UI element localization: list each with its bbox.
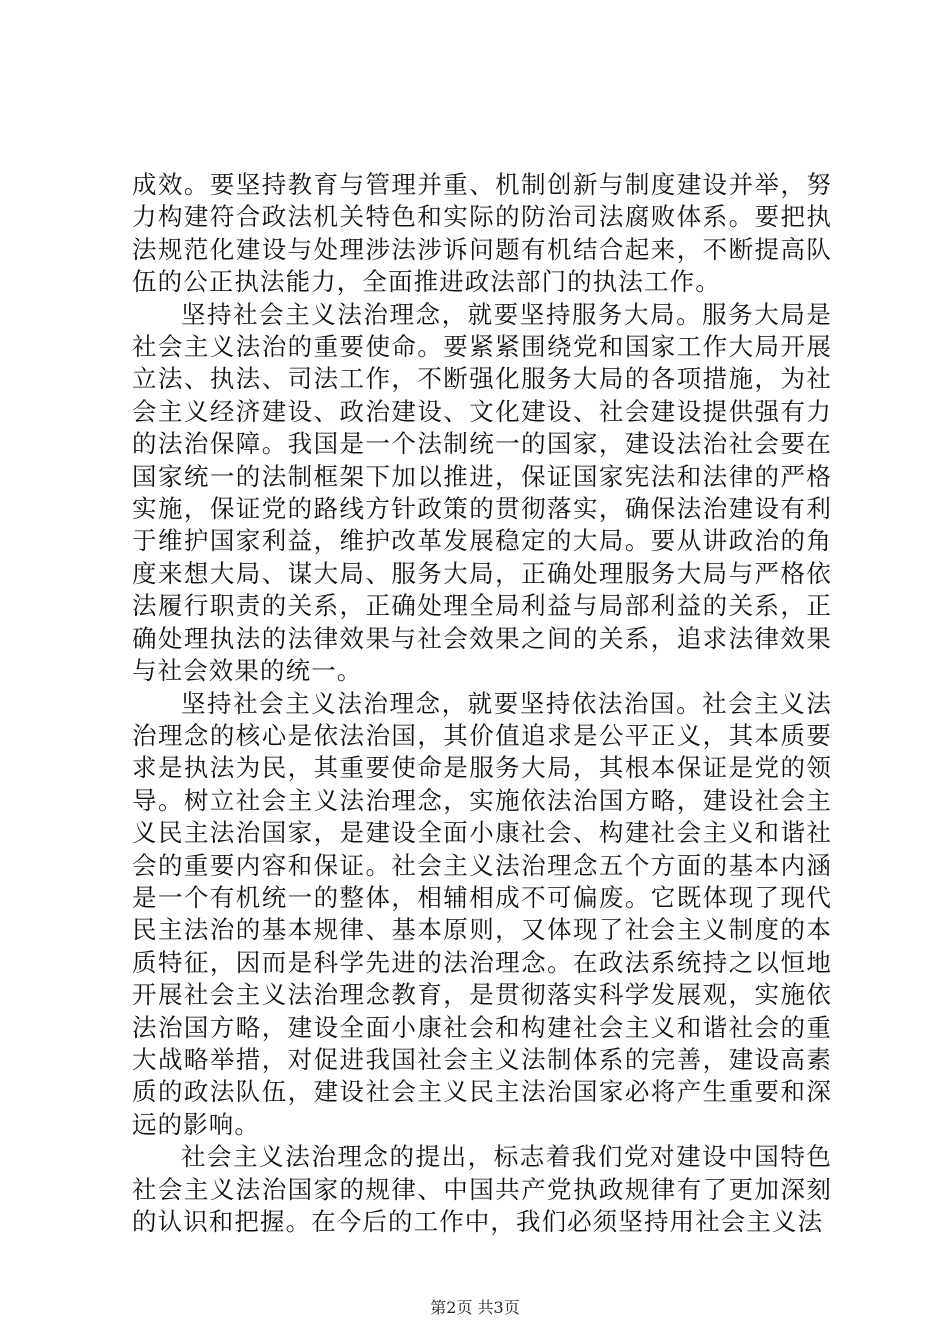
paragraph-continuation: 成效。要坚持教育与管理并重、机制创新与制度建设并举，努力构建符合政法机关特色和实际的防治司法腐败体系。要把执法规范化建设与处理涉法涉诉问题有机结合起来，不断提高队伍的公正执法能力，全面推进政法部门的执法工作。 bbox=[132, 170, 832, 297]
paragraph-conclusion-start: 社会主义法治理念的提出，标志着我们党对建设中国特色社会主义法治国家的规律、中国共产党执政规律有了更加深刻的认识和把握。在今后的工作中，我们必须坚持用社会主义法 bbox=[132, 1142, 832, 1236]
document-body bbox=[132, 169, 832, 1238]
paragraph-serve-overall-situation: 坚持社会主义法治理念，就要坚持服务大局。服务大局是社会主义法治的重要使命。要紧紧围绕党和国家工作大局开展立法、执法、司法工作，不断强化服务大局的各项措施，为社会主义经济建设、政治建设、文化建设、社会建设提供强有力的法治保障。我国是一个法制统一的国家，建设法治社会要在国家统一的法制框架下加以推进，保证国家宪法和法律的严格实施，保证党的路线方针政策的贯彻落实，确保法治建设有利于维护国家利益，维护改革发展稳定的大局。要从讲政治的角度来想大局、谋大局、服务大局，正确处理服务大局与严格依法履行职责的关系，正确处理全局利益与局部利益的关系，正确处理执法的法律效果与社会效果之间的关系，追求法律效果与社会效果的统一。 bbox=[132, 299, 832, 686]
paragraph-rule-of-law: 坚持社会主义法治理念，就要坚持依法治国。社会主义法治理念的核心是依法治国，其价值追求是公平正义，其本质要求是执法为民，其重要使命是服务大局，其根本保证是党的领导。树立社会主义法治理念，实施依法治国方略，建设社会主义民主法治国家，是建设全面小康社会、构建社会主义和谐社会的重要内容和保证。社会主义法治理念五个方面的基本内涵是一个有机统一的整体，相辅相成不可偏废。它既体现了现代民主法治的基本规律、基本原则，又体现了社会主义制度的本质特征，因而是科学先进的法治理念。在政法系统持之以恒地开展社会主义法治理念教育，是贯彻落实科学发展观，实施依法治国方略，建设全面小康社会和构建社会主义和谐社会的重大战略举措，对促进我国社会主义法制体系的完善，建设高素质的政法队伍，建设社会主义民主法治国家必将产生重要和深远的影响。 bbox=[132, 688, 832, 1139]
page-footer: 第2页 共3页 bbox=[430, 1298, 520, 1317]
